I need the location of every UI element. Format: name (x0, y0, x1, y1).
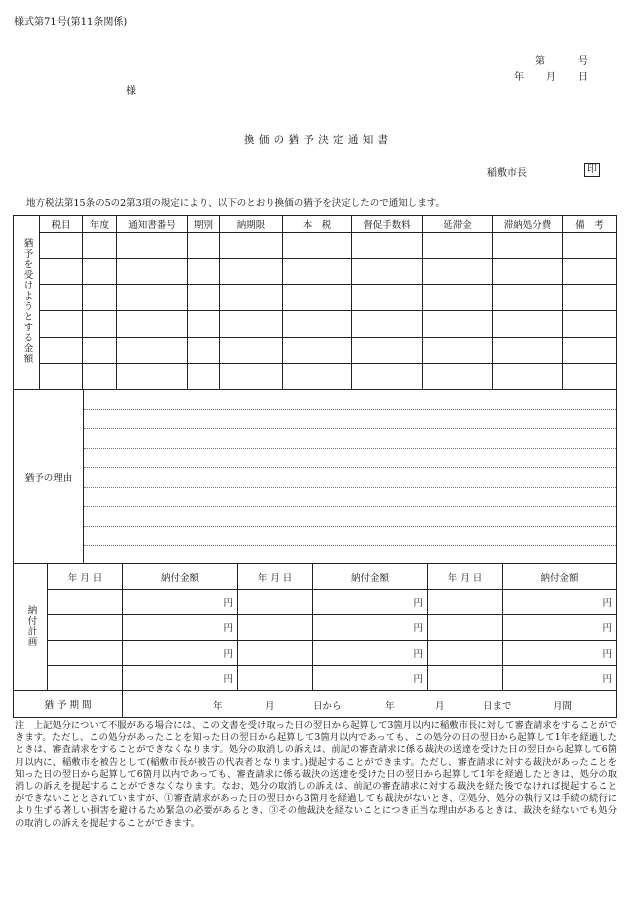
addressee-suffix: 様 (126, 86, 136, 97)
period-year1: 年 (213, 701, 223, 712)
yen-unit: 円 (123, 665, 238, 690)
yen-unit: 円 (503, 665, 617, 690)
payment-plan-table (13, 563, 617, 718)
col-header: 備 考 (563, 216, 617, 233)
amount-header: 納付金額 (123, 564, 238, 590)
period-until: 日まで (483, 701, 512, 712)
period-from: 日から (313, 701, 342, 712)
yen-unit: 円 (503, 615, 617, 640)
yen-unit: 円 (313, 590, 428, 615)
table-row (14, 665, 617, 690)
date-header: 年 月 日 (238, 564, 313, 590)
table-row (14, 615, 617, 640)
period-months: 月間 (553, 701, 573, 712)
col-header: 督促手数料 (352, 216, 423, 233)
intro-text: 地方税法第15条の5の2第3項の規定により、以下のとおり換価の猶予を決定したので通知します。 (26, 198, 445, 209)
yen-unit: 円 (123, 590, 238, 615)
table-row (14, 640, 617, 665)
col-header: 税目 (40, 216, 83, 233)
col-header: 滞納処分費 (493, 216, 563, 233)
yen-unit: 円 (503, 590, 617, 615)
col-header: 延滞金 (423, 216, 493, 233)
table-row (14, 285, 617, 311)
period-month2: 月 (435, 701, 445, 712)
table-row (14, 590, 617, 615)
appeal-note: 注 上記処分について不服がある場合には、この文書を受け取った日の翌日から起算して3箇月以内に稲敷市長に対して審査請求をすることができます。ただし、この処分があったことを知った日の翌日から起算して3箇月以内であっても、この処分の日の翌日から起算して1年を経過したときは、審査請求をすることができなくなります。処分の取消しの訴えは、前記の審査請求に係る裁決の送達を受けた日の翌日から起算して6箇月以内に、稲敷市を被告として(稲敷市長が被告の代表者となります。)提起することができます。ただし、審査請求に対する裁決があったことを知った日の翌日から起算して6箇月以内であっても、審査請求に係る裁決の送達を受けた日の翌日から起算して1年を経過したときは、処分の取消しの訴えを提起することができなくなります。なお、処分の取消しの訴えは、前記の審査請求に対する裁決を経た後でなければ提起することができないこととされていますが、①審査請求があった日の翌日から3箇月を経過しても裁決がないとき、②処分、処分の執行又は手続の続行により生ずる著しい損害を避けるため緊急の必要があるとき、③その他裁決を経ないことにつき正当な理由があるときは、裁決を経ないでも処分の取消しの訴えを提起することができます。 (15, 720, 617, 829)
date-day: 日 (578, 72, 588, 83)
period-label: 猶 予 期 間 (14, 691, 123, 718)
number-prefix: 第 (535, 56, 545, 67)
col-header: 期別 (188, 216, 220, 233)
table-row (14, 233, 617, 259)
table-row (14, 259, 617, 285)
date-header: 年 月 日 (428, 564, 503, 590)
date-year: 年 (514, 72, 524, 83)
yen-unit: 円 (123, 640, 238, 665)
date-month: 月 (546, 72, 556, 83)
plan-side-label: 納付計画 (14, 564, 48, 691)
table-row (14, 311, 617, 337)
yen-unit: 円 (123, 615, 238, 640)
reason-writing-area (84, 390, 617, 564)
period-month1: 月 (265, 701, 275, 712)
issuer-name: 稲敷市長 (487, 168, 527, 179)
reason-label: 猶予の理由 (14, 390, 84, 564)
period-value (123, 691, 617, 718)
col-header: 本 税 (283, 216, 352, 233)
col-header: 通知書番号 (117, 216, 188, 233)
seal-mark: 印 (584, 163, 600, 177)
period-year2: 年 (385, 701, 395, 712)
table-row (14, 337, 617, 363)
amount-header: 納付金額 (503, 564, 617, 590)
number-suffix: 号 (578, 56, 588, 67)
yen-unit: 円 (313, 615, 428, 640)
reason-box (13, 389, 617, 564)
col-header: 納期限 (220, 216, 283, 233)
tax-amount-table (13, 215, 617, 390)
tax-table-side-label: 猶予を受けようとする金額 (14, 216, 40, 390)
document-title: 換 価 の 猶 予 決 定 通 知 書 (244, 134, 389, 146)
form-id: 様式第71号(第11条関係) (14, 17, 128, 28)
grace-period-row (14, 691, 617, 718)
table-row (14, 363, 617, 389)
date-header: 年 月 日 (48, 564, 123, 590)
yen-unit: 円 (313, 665, 428, 690)
yen-unit: 円 (503, 640, 617, 665)
yen-unit: 円 (313, 640, 428, 665)
amount-header: 納付金額 (313, 564, 428, 590)
col-header: 年度 (83, 216, 117, 233)
